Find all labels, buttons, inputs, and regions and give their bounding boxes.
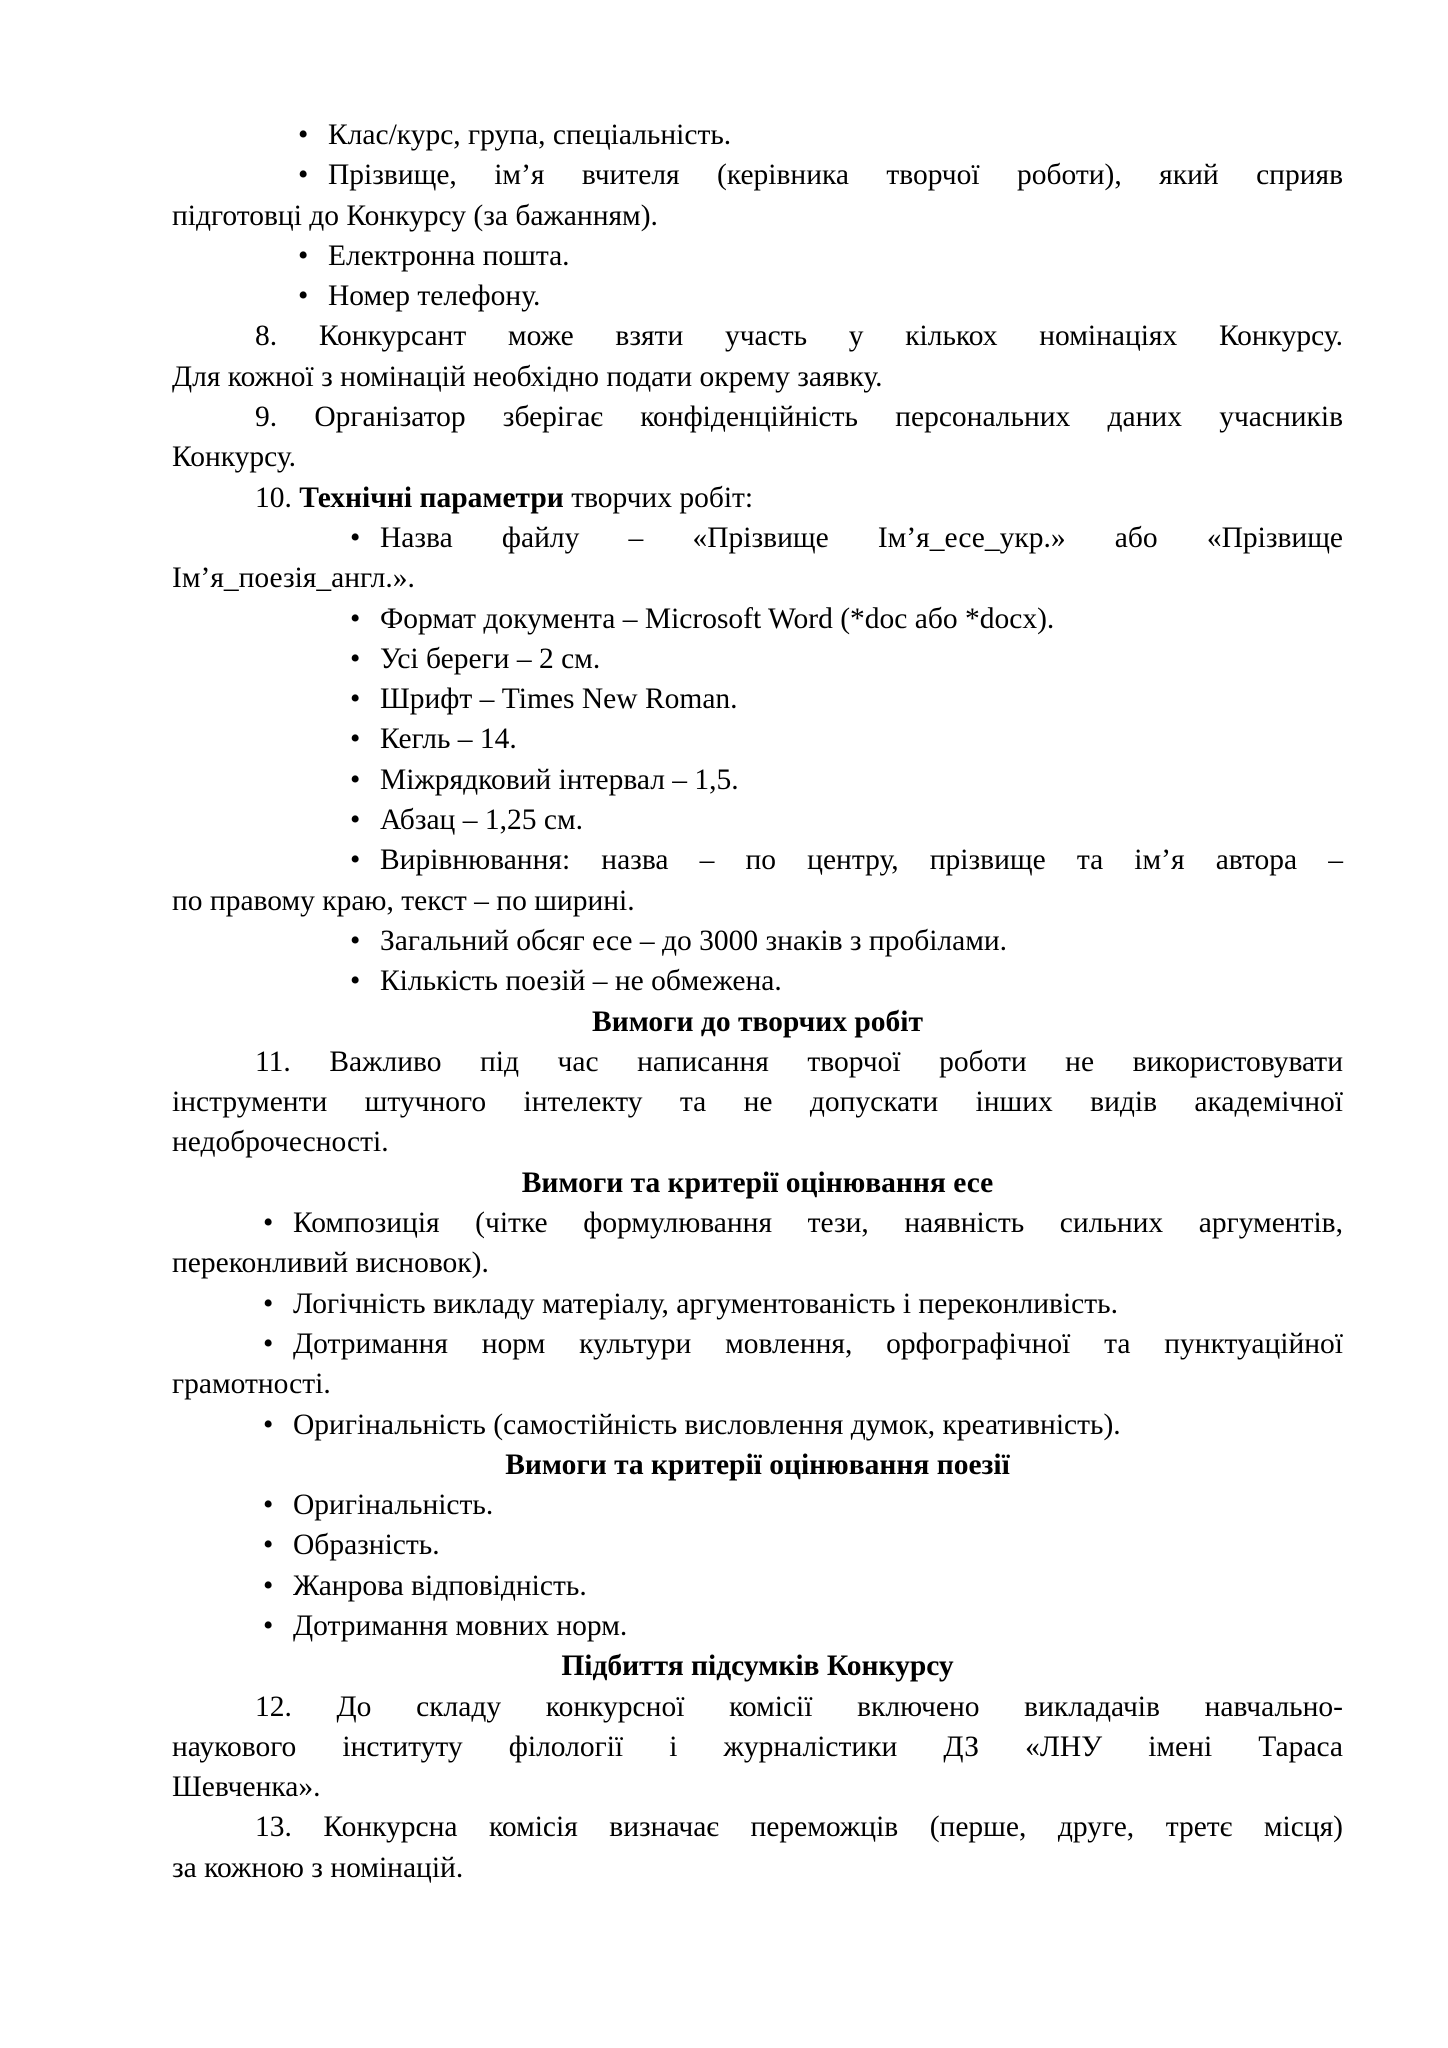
bullet-icon: • [263,1569,274,1602]
doc-line [172,196,1343,236]
bullet-icon: • [263,1327,274,1360]
doc-line [172,1767,1343,1807]
doc-line [172,276,1343,316]
doc-line [172,357,1343,397]
bullet-icon: • [263,1489,274,1522]
doc-line [172,1727,1343,1767]
doc-line [172,518,1343,558]
doc-line [172,1203,1343,1243]
doc-line [172,881,1343,921]
text-run: Оригінальність (самостійність висловлення думок, креативність). [293,1408,1121,1441]
doc-line [172,1405,1343,1445]
text-run: за кожною з номінацій. [172,1851,464,1884]
text-run: інструменти штучного інтелекту та не допускати інших видів академічної [172,1086,1343,1119]
bullet-icon: • [350,924,361,957]
text-run: Дотримання мовних норм. [293,1609,628,1642]
text-run: підготовці до Конкурсу (за бажанням). [172,199,658,232]
doc-line [172,1042,1343,1082]
doc-line [172,115,1343,155]
text-run: Ім’я_поезія_англ.». [172,562,415,595]
doc-line [172,1485,1343,1525]
bullet-icon: • [263,1287,274,1320]
text-run: наукового інституту філології і журналістики ДЗ «ЛНУ імені Тараса [172,1730,1343,1763]
text-run: грамотності. [172,1368,331,1401]
bullet-icon: • [350,683,361,716]
bullet-icon: • [263,1609,274,1642]
doc-line [172,397,1343,437]
bullet-icon: • [350,521,361,554]
doc-line [172,679,1343,719]
section-heading [172,1163,1343,1203]
text-run: Клас/курс, група, спеціальність. [328,119,732,151]
bullet-icon: • [350,804,361,837]
text-run: Підбиття підсумків Конкурсу [561,1650,954,1683]
text-run: Прізвище, ім’я вчителя (керівника творчої роботи), який сприяв [328,159,1343,192]
section-heading [172,1002,1343,1042]
text-run: 10. [255,481,300,514]
doc-line [172,1606,1343,1646]
text-run: творчих робіт: [563,481,754,514]
bullet-icon: • [350,642,361,675]
doc-line [172,800,1343,840]
bullet-icon: • [298,239,309,272]
section-heading [172,1445,1343,1485]
section-heading [172,1646,1343,1686]
doc-line [172,155,1343,195]
doc-line [172,639,1343,679]
doc-line [172,921,1343,961]
doc-line [172,1687,1343,1727]
doc-line [172,236,1343,276]
bullet-icon: • [350,723,361,756]
doc-line [172,599,1343,639]
text-run: Конкурсу. [172,441,297,474]
bullet-icon: • [350,763,361,796]
bullet-icon: • [350,965,361,998]
doc-line [172,1324,1343,1364]
text-run: 8. Конкурсант може взяти участь у кількох номінаціях Конкурсу. [255,320,1343,353]
text-run: Вимоги та критерії оцінювання есе [521,1166,994,1199]
text-run: 12. До складу конкурсної комісії включено викладачів навчально- [255,1690,1343,1723]
doc-line [172,840,1343,880]
bullet-icon: • [263,1529,274,1562]
bullet-icon: • [263,1207,274,1240]
text-run: Загальний обсяг есе – до 3000 знаків з пробілами. [380,924,1008,957]
text-run: Вирівнювання: назва – по центру, прізвище та ім’я автора – [380,844,1343,877]
doc-line [172,1082,1343,1122]
bullet-icon: • [263,1408,274,1441]
bullet-icon: • [350,844,361,877]
text-run: Кількість поезій – не обмежена. [380,965,782,998]
text-run: Абзац – 1,25 см. [380,804,583,837]
doc-line [172,558,1343,598]
doc-line [172,1243,1343,1283]
text-run: Образність. [293,1529,440,1562]
text-run: Назва файлу – «Прізвище Ім’я_есе_укр.» або «Прізвище [380,521,1343,554]
doc-line [172,1364,1343,1404]
doc-line [172,478,1343,518]
text-run: Шевченка». [172,1771,321,1804]
text-run: 11. Важливо під час написання творчої роботи не використовувати [255,1045,1343,1078]
text-run: Кегль – 14. [380,723,517,756]
doc-line [172,1807,1343,1847]
text-run: недоброчесності. [172,1126,389,1159]
doc-line [172,316,1343,356]
doc-line [172,961,1343,1001]
doc-line [172,437,1343,477]
text-run: Електронна пошта. [328,239,570,272]
doc-line [172,1122,1343,1162]
text-run: Логічність викладу матеріалу, аргументованість і переконливість. [293,1287,1118,1320]
doc-line [172,760,1343,800]
text-run: по правому краю, текст – по ширині. [172,884,635,917]
bullet-icon: • [298,280,309,313]
doc-line [172,1525,1343,1565]
doc-line [172,1566,1343,1606]
text-run: Дотримання норм культури мовлення, орфографічної та пунктуаційної [293,1327,1343,1360]
text-run: переконливий висновок). [172,1247,489,1280]
text-run: Номер телефону. [328,280,541,313]
text-run: Шрифт – Times New Roman. [380,683,738,716]
bold-text-run: Технічні параметри [299,481,564,514]
doc-line [172,719,1343,759]
bullet-icon: • [298,119,309,151]
doc-line [172,1848,1343,1888]
text-run: Композиція (чітке формулювання тези, наявність сильних аргументів, [293,1207,1343,1240]
bullet-icon: • [298,159,309,192]
text-run: Міжрядковий інтервал – 1,5. [380,763,739,796]
text-run: Формат документа – Microsoft Word (*doc або *docx). [380,602,1055,635]
bullet-icon: • [350,602,361,635]
text-run: Вимоги до творчих робіт [592,1005,923,1038]
text-run: 9. Організатор зберігає конфіденційність персональних даних учасників [255,401,1343,434]
document-lines [172,115,1343,1888]
text-run: Жанрова відповідність. [293,1569,587,1602]
text-run: 13. Конкурсна комісія визначає переможців (перше, друге, третє місця) [255,1811,1343,1844]
doc-line [172,1284,1343,1324]
text-run: Для кожної з номінацій необхідно подати окрему заявку. [172,360,883,393]
text-run: Вимоги та критерії оцінювання поезії [505,1448,1010,1481]
text-run: Усі береги – 2 см. [380,642,601,675]
text-run: Оригінальність. [293,1489,494,1522]
